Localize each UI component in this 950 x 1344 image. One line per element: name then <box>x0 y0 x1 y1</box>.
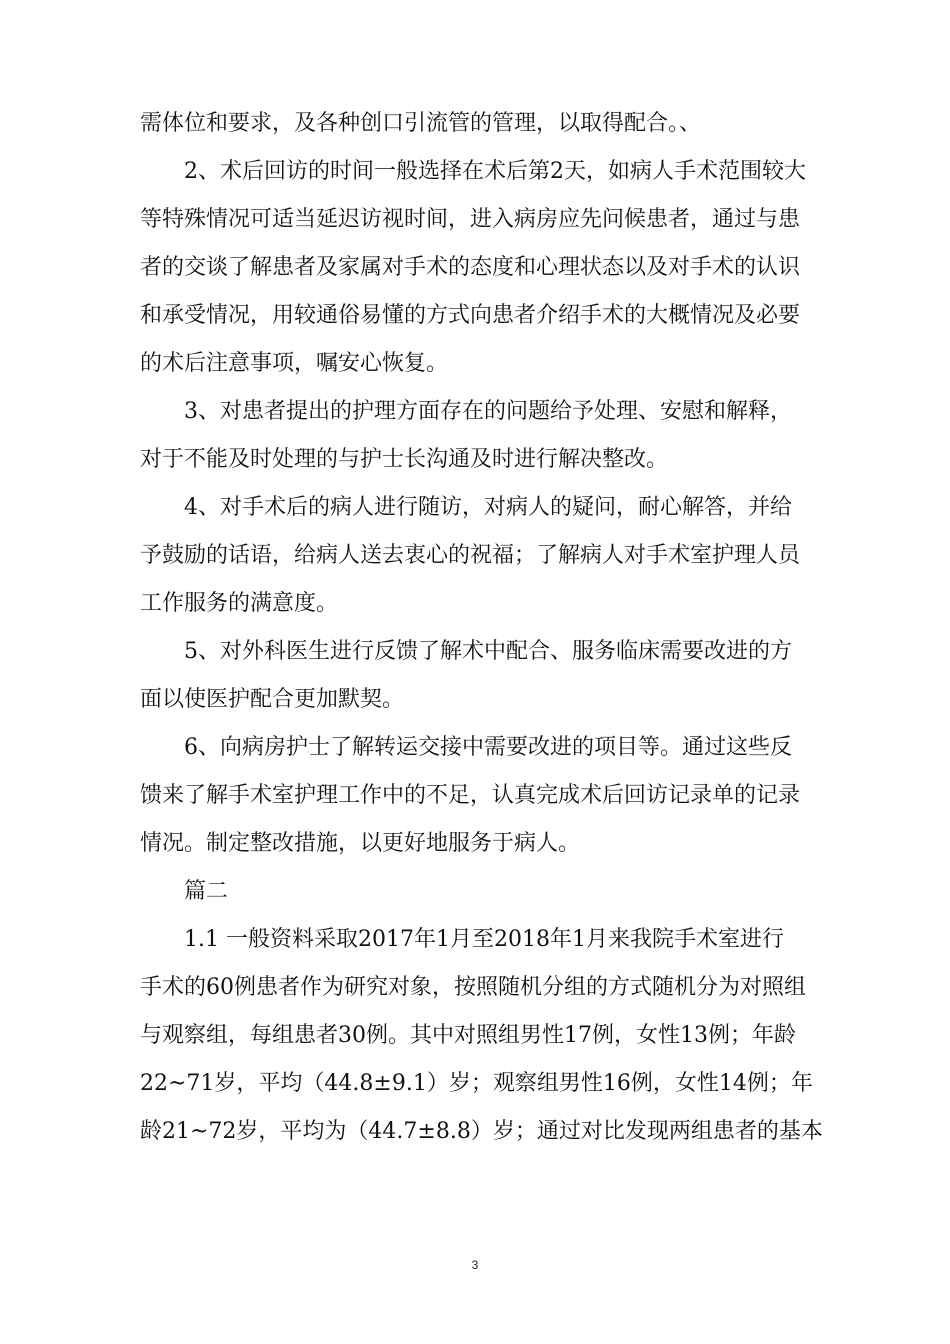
section-heading: 篇二 <box>184 879 229 904</box>
page-number: 3 <box>471 1258 479 1272</box>
text-line: 工作服务的满意度。 <box>140 591 339 616</box>
text-line: 面以使医护配合更加默契。 <box>140 687 405 712</box>
text-line: 3、对患者提出的护理方面存在的问题给予处理、安慰和解释， <box>184 399 792 424</box>
text-line: 予鼓励的话语，给病人送去衷心的祝福；了解病人对手术室护理人员 <box>140 543 801 568</box>
text-line: 6、向病房护士了解转运交接中需要改进的项目等。通过这些反 <box>184 735 792 760</box>
text-line: 与观察组，每组患者30例。其中对照组男性17例，女性13例；年龄 <box>140 1023 796 1048</box>
text-line: 4、对手术后的病人进行随访，对病人的疑问，耐心解答，并给 <box>184 495 792 520</box>
document-body <box>140 100 823 1156</box>
text-line: 手术的60例患者作为研究对象，按照随机分组的方式随机分为对照组 <box>140 975 806 1000</box>
text-line: 的术后注意事项，嘱安心恢复。 <box>140 351 449 376</box>
text-line: 等特殊情况可适当延迟访视时间，进入病房应先问候患者，通过与患 <box>140 207 801 232</box>
text-line: 者的交谈了解患者及家属对手术的态度和心理状态以及对手术的认识 <box>140 255 801 280</box>
text-line: 1.1 一般资料采取2017年1月至2018年1月来我院手术室进行 <box>184 927 784 952</box>
text-line: 和承受情况，用较通俗易懂的方式向患者介绍手术的大概情况及必要 <box>140 303 801 328</box>
text-line: 龄21~72岁，平均为（44.7±8.8）岁；通过对比发现两组患者的基本 <box>140 1119 823 1144</box>
text-line: 2、术后回访的时间一般选择在术后第2天，如病人手术范围较大 <box>184 159 806 184</box>
text-line: 对于不能及时处理的与护士长沟通及时进行解决整改。 <box>140 447 669 472</box>
text-line: 情况。制定整改措施，以更好地服务于病人。 <box>140 831 581 856</box>
text-line: 22~71岁，平均（44.8±9.1）岁；观察组男性16例，女性14例；年 <box>140 1071 813 1096</box>
text-line: 需体位和要求，及各种创口引流管的管理，以取得配合。、 <box>140 111 702 136</box>
text-line: 5、对外科医生进行反馈了解术中配合、服务临床需要改进的方 <box>184 639 792 664</box>
text-line: 馈来了解手术室护理工作中的不足，认真完成术后回访记录单的记录 <box>140 783 801 808</box>
